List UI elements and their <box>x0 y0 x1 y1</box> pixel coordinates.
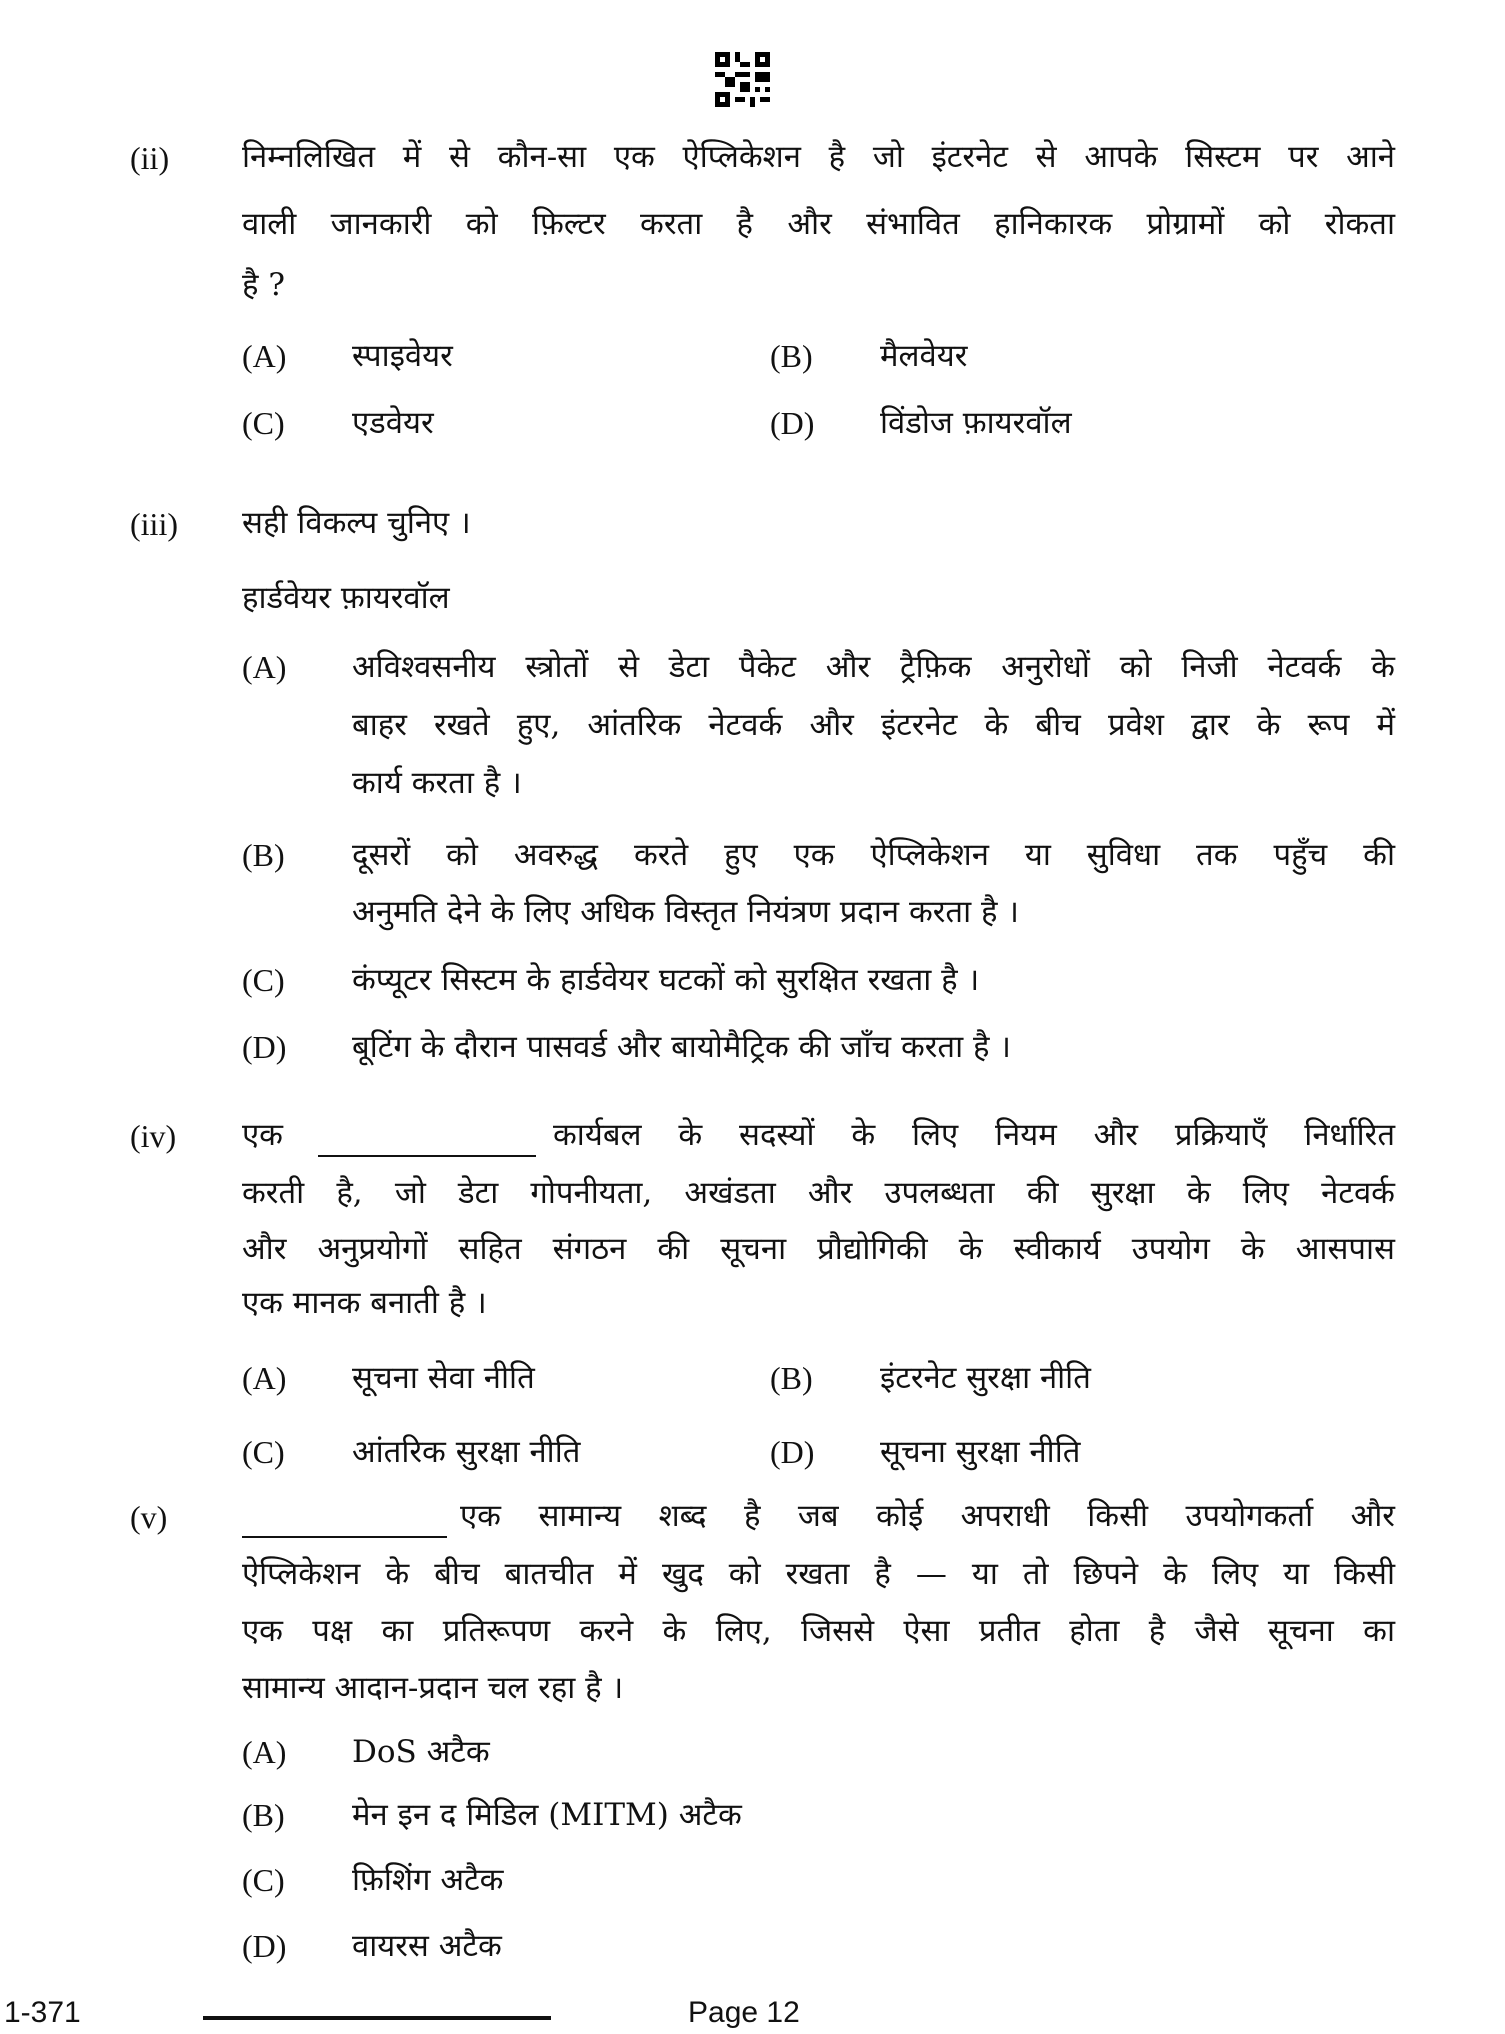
question-text-line: सही विकल्प चुनिए । <box>242 505 471 541</box>
paper-code: 1-371 <box>4 1996 81 2029</box>
question-text-line: एक सामान्य शब्द है जब कोई अपराधी किसी उपयोगकर्ता और <box>460 1498 1395 1534</box>
option-label: (A) <box>242 649 287 685</box>
option-label: (A) <box>242 338 287 374</box>
option-text: स्पाइवेयर <box>352 338 453 374</box>
option-text: सूचना सुरक्षा नीति <box>880 1434 1081 1470</box>
option-label: (D) <box>770 405 815 441</box>
question-text-line: कार्यबल के सदस्यों के लिए नियम और प्रक्रियाएँ निर्धारित <box>553 1117 1395 1153</box>
option-text: आंतरिक सुरक्षा नीति <box>352 1434 581 1470</box>
option-text-line: कार्य करता है । <box>352 765 522 801</box>
option-text-line: अविश्वसनीय स्त्रोतों से डेटा पैकेट और ट्रैफ़िक अनुरोधों को निजी नेटवर्क के <box>352 649 1395 685</box>
option-text: सूचना सेवा नीति <box>352 1360 535 1396</box>
question-text-line: ऐप्लिकेशन के बीच बातचीत में खुद को रखता है — या तो छिपने के लिए या किसी <box>242 1556 1395 1592</box>
option-label: (A) <box>242 1734 287 1770</box>
question-number: (iii) <box>130 506 178 542</box>
question-text-start: एक <box>242 1117 283 1153</box>
option-label: (D) <box>242 1029 287 1065</box>
page-number: Page 12 <box>688 1996 800 2029</box>
qr-code <box>715 52 770 107</box>
option-text: वायरस अटैक <box>352 1928 502 1964</box>
question-text-line: करती है, जो डेटा गोपनीयता, अखंडता और उपलब्धता की सुरक्षा के लिए नेटवर्क <box>242 1175 1395 1211</box>
option-label: (C) <box>242 1862 285 1898</box>
option-text: मैलवेयर <box>880 338 968 374</box>
option-label: (C) <box>242 1434 285 1470</box>
option-label: (C) <box>242 405 285 441</box>
question-text-line: निम्नलिखित में से कौन-सा एक ऐप्लिकेशन है जो इंटरनेट से आपके सिस्टम पर आने <box>242 139 1395 175</box>
question-text-line: वाली जानकारी को फ़िल्टर करता है और संभावित हानिकारक प्रोग्रामों को रोकता <box>242 206 1395 242</box>
option-label: (B) <box>770 338 813 374</box>
question-number: (v) <box>130 1499 168 1535</box>
question-number: (iv) <box>130 1118 177 1154</box>
option-label: (D) <box>242 1928 287 1964</box>
option-label: (B) <box>242 1797 285 1833</box>
option-text-line: कंप्यूटर सिस्टम के हार्डवेयर घटकों को सुरक्षित रखता है । <box>352 962 980 998</box>
fill-in-blank <box>318 1133 536 1157</box>
option-label: (C) <box>242 962 285 998</box>
fill-in-blank <box>242 1514 447 1538</box>
option-label: (B) <box>770 1360 813 1396</box>
option-text-line: बूटिंग के दौरान पासवर्ड और बायोमैट्रिक की जाँच करता है । <box>352 1029 1012 1065</box>
question-number: (ii) <box>130 140 170 176</box>
question-text-line: है ? <box>242 267 285 303</box>
option-label: (B) <box>242 837 285 873</box>
question-text-line: सामान्य आदान-प्रदान चल रहा है । <box>242 1670 624 1706</box>
option-text: फ़िशिंग अटैक <box>352 1862 504 1898</box>
question-text-line: एक मानक बनाती है । <box>242 1285 487 1321</box>
option-text-line: बाहर रखते हुए, आंतरिक नेटवर्क और इंटरनेट के बीच प्रवेश द्वार के रूप में <box>352 707 1395 743</box>
footer-divider <box>203 2016 551 2020</box>
option-label: (A) <box>242 1360 287 1396</box>
question-subheading: हार्डवेयर फ़ायरवॉल <box>242 580 450 616</box>
option-text-line: अनुमति देने के लिए अधिक विस्तृत नियंत्रण प्रदान करता है । <box>352 894 1020 930</box>
option-text: विंडोज फ़ायरवॉल <box>880 405 1072 441</box>
option-text: DoS अटैक <box>352 1734 490 1770</box>
option-text: एडवेयर <box>352 405 434 441</box>
question-text-line: एक पक्ष का प्रतिरूपण करने के लिए, जिससे ऐसा प्रतीत होता है जैसे सूचना का <box>242 1613 1395 1649</box>
question-text-line: और अनुप्रयोगों सहित संगठन की सूचना प्रौद्योगिकी के स्वीकार्य उपयोग के आसपास <box>242 1231 1395 1267</box>
option-label: (D) <box>770 1434 815 1470</box>
option-text: मेन इन द मिडिल (MITM) अटैक <box>352 1797 742 1833</box>
option-text-line: दूसरों को अवरुद्ध करते हुए एक ऐप्लिकेशन या सुविधा तक पहुँच की <box>352 837 1395 873</box>
option-text: इंटरनेट सुरक्षा नीति <box>880 1360 1091 1396</box>
